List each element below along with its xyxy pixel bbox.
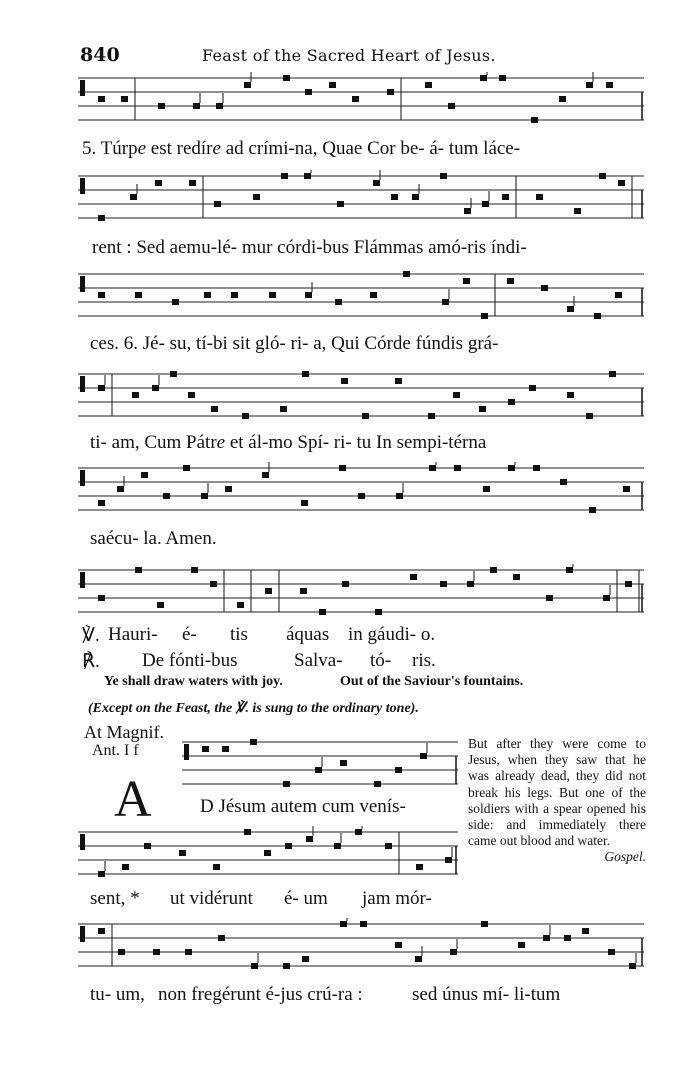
neume — [281, 173, 288, 179]
staff-8 — [78, 826, 458, 888]
neume — [342, 581, 349, 587]
neume — [428, 413, 435, 419]
neume — [615, 292, 622, 298]
neume — [560, 479, 567, 485]
neume — [454, 465, 461, 471]
staff-svg — [78, 462, 644, 524]
staff-svg — [78, 826, 458, 888]
neume — [98, 292, 105, 298]
neume — [300, 588, 307, 594]
antiphon-word: jam mór- — [362, 888, 432, 909]
lyric-seg: ti- am, Cum Pátre et ál-mo Spí- ri- tu In sempi-térna — [90, 432, 487, 453]
lyric-seg: rent : Sed aemu-lé- mur córdi-bus Flámmas amó-ris índi- — [92, 237, 527, 258]
neume — [305, 89, 312, 95]
neume — [450, 949, 457, 955]
running-header — [0, 44, 679, 68]
neume — [188, 392, 195, 398]
neume — [265, 588, 272, 594]
staff-2 — [78, 170, 644, 232]
clef-mark — [80, 80, 85, 96]
neume — [157, 602, 164, 608]
gospel-source: Gospel. — [604, 849, 646, 865]
staff-svg — [78, 368, 644, 430]
neume — [420, 753, 427, 759]
versicle-word: áquas — [286, 624, 330, 645]
neume — [340, 760, 347, 766]
neume — [283, 781, 290, 787]
gospel-side-text — [468, 736, 646, 866]
neume — [625, 581, 632, 587]
neume — [204, 292, 211, 298]
neume — [416, 864, 423, 870]
neume — [170, 371, 177, 377]
neume — [211, 406, 218, 412]
neume — [467, 581, 474, 587]
neume — [483, 486, 490, 492]
running-title: Feast of the Sacred Heart of Jesus. — [202, 46, 496, 65]
clef-mark — [80, 376, 85, 392]
neume — [122, 864, 129, 870]
neume — [481, 921, 488, 927]
neume — [594, 313, 601, 319]
neume — [623, 486, 630, 492]
neume — [98, 96, 105, 102]
neume — [202, 746, 209, 752]
neume — [185, 949, 192, 955]
neume — [305, 292, 312, 298]
antiphon-word: ut vidérunt — [170, 888, 253, 909]
antiphon-word: sent, * — [90, 888, 140, 909]
neume — [98, 385, 105, 391]
neume — [608, 949, 615, 955]
neume — [135, 292, 142, 298]
neume — [412, 194, 419, 200]
neume — [529, 385, 536, 391]
neume — [375, 609, 382, 615]
neume — [448, 103, 455, 109]
neume — [210, 581, 217, 587]
neume — [98, 500, 105, 506]
neume — [586, 82, 593, 88]
neume — [508, 465, 515, 471]
gospel-text: But after they were come to Jesus, when they saw that he was already dead, they did not break his legs. But one of the soldiers with a spear opened his side: and immediately there came out blood and water. — [468, 736, 646, 849]
neume — [480, 75, 487, 81]
neume — [98, 871, 105, 877]
staff-svg — [182, 736, 458, 798]
staff-svg — [78, 170, 644, 232]
neume — [391, 194, 398, 200]
neume — [442, 299, 449, 305]
staff-9 — [78, 918, 644, 980]
neume — [117, 486, 124, 492]
neume — [98, 928, 105, 934]
staff-6 — [78, 564, 644, 626]
neume — [541, 285, 548, 291]
antiphon-word: é- um — [284, 888, 328, 909]
staff-svg — [78, 72, 644, 134]
neume — [564, 935, 571, 941]
neume — [242, 413, 249, 419]
antiphon-mode: Ant. I f — [92, 742, 139, 759]
antiphon-line-1: D Jésum autem cum venís- — [200, 796, 406, 817]
response-word: De fónti-bus — [142, 650, 238, 671]
neume — [453, 392, 460, 398]
staff-svg — [78, 268, 644, 330]
neume — [283, 75, 290, 81]
neume — [355, 829, 362, 835]
translation-v: Ye shall draw waters with joy. — [104, 674, 283, 689]
neume — [567, 392, 574, 398]
neume — [334, 843, 341, 849]
neume — [482, 201, 489, 207]
neume — [193, 103, 200, 109]
staff-7 — [182, 736, 458, 798]
neume — [559, 96, 566, 102]
neume — [546, 595, 553, 601]
neume — [315, 767, 322, 773]
neume — [518, 942, 525, 948]
neume — [244, 829, 251, 835]
neume — [269, 292, 276, 298]
neume — [214, 201, 221, 207]
clef-mark — [80, 572, 85, 588]
neume — [440, 173, 447, 179]
neume — [543, 935, 550, 941]
neume — [387, 89, 394, 95]
neume — [172, 299, 179, 305]
neume — [603, 595, 610, 601]
neume — [253, 194, 260, 200]
neume — [396, 493, 403, 499]
drop-cap: A — [114, 771, 152, 828]
neume — [566, 567, 573, 573]
neume — [152, 385, 159, 391]
clef-mark — [80, 470, 85, 486]
neume — [302, 956, 309, 962]
neume — [609, 371, 616, 377]
versicle-word: in gáudi- o. — [348, 624, 436, 645]
staff-5 — [78, 462, 644, 524]
antiphon-label: At Magnif. — [84, 722, 164, 742]
neume — [533, 465, 540, 471]
neume — [618, 180, 625, 186]
neume — [410, 574, 417, 580]
neume — [339, 465, 346, 471]
lyric-seg: saécu- la. Amen. — [90, 528, 217, 549]
neume — [507, 278, 514, 284]
versicle-symbol: ℣. — [82, 625, 100, 646]
translation-r: Out of the Saviour's fountains. — [340, 674, 524, 689]
neume — [531, 117, 538, 123]
neume — [264, 850, 271, 856]
clef-mark — [184, 744, 189, 760]
neume — [445, 857, 452, 863]
neume — [403, 271, 410, 277]
neume — [440, 581, 447, 587]
neume — [222, 746, 229, 752]
neume — [250, 739, 257, 745]
response-symbol: ℟. — [82, 651, 100, 672]
neume — [606, 82, 613, 88]
neume — [373, 180, 380, 186]
neume — [244, 82, 251, 88]
neume — [218, 935, 225, 941]
neume — [341, 378, 348, 384]
neume — [425, 82, 432, 88]
neume — [163, 493, 170, 499]
neume — [508, 399, 515, 405]
neume — [358, 493, 365, 499]
antiphon-word: non fregérunt é-jus crú-ra : — [158, 984, 363, 1005]
neume — [589, 507, 596, 513]
clef-mark — [80, 178, 85, 194]
neume — [189, 180, 196, 186]
staff-svg — [78, 918, 644, 980]
response-word: tó- — [370, 650, 392, 671]
neume — [225, 486, 232, 492]
neume — [586, 413, 593, 419]
rubric: (Except on the Feast, the ℣. is sung to the ordinary tone). — [88, 701, 419, 716]
neume — [629, 963, 636, 969]
clef-mark — [80, 926, 85, 942]
neume — [502, 194, 509, 200]
neume — [191, 567, 198, 573]
neume — [463, 278, 470, 284]
neume — [306, 836, 313, 842]
neume — [135, 567, 142, 573]
neume — [213, 864, 220, 870]
neume — [132, 392, 139, 398]
neume — [464, 208, 471, 214]
neume — [362, 413, 369, 419]
neume — [141, 472, 148, 478]
neume — [304, 173, 311, 179]
neume — [567, 306, 574, 312]
neume — [158, 103, 165, 109]
neume — [301, 500, 308, 506]
neume — [98, 595, 105, 601]
neume — [513, 574, 520, 580]
neume — [536, 194, 543, 200]
response-word: ris. — [412, 650, 436, 671]
neume — [231, 292, 238, 298]
neume — [98, 215, 105, 221]
neume — [262, 472, 269, 478]
staff-4 — [78, 368, 644, 430]
clef-mark — [80, 834, 85, 850]
neume — [280, 406, 287, 412]
response-word: Salva- — [294, 650, 343, 671]
neume — [179, 850, 186, 856]
neume — [574, 208, 581, 214]
neume — [370, 292, 377, 298]
neume — [302, 371, 309, 377]
page-number: 840 — [80, 44, 120, 66]
versicle-word: tis — [230, 624, 248, 645]
lyric-seg: 5. Túrpe est redíre ad crími-na, Quae Cor be- á- tum láce- — [82, 138, 521, 159]
neume — [395, 767, 402, 773]
neume — [479, 406, 486, 412]
neume — [499, 75, 506, 81]
neume — [490, 567, 497, 573]
neume — [385, 843, 392, 849]
neume — [395, 942, 402, 948]
neume — [121, 96, 128, 102]
antiphon-word: sed únus mí- li-tum — [412, 984, 561, 1005]
neume — [216, 103, 223, 109]
neume — [599, 173, 606, 179]
neume — [352, 96, 359, 102]
neume — [237, 602, 244, 608]
neume — [155, 180, 162, 186]
neume — [335, 299, 342, 305]
lyric-seg: ces. 6. Jé- su, tí-bi sit gló- ri- a, Qui Córde fúndis grá- — [90, 333, 499, 354]
neume — [340, 921, 347, 927]
neume — [201, 493, 208, 499]
neume — [481, 313, 488, 319]
neume — [285, 843, 292, 849]
neume — [183, 465, 190, 471]
neume — [374, 781, 381, 787]
neume — [251, 963, 258, 969]
antiphon-word: tu- um, — [90, 984, 145, 1005]
neume — [582, 928, 589, 934]
neume — [319, 609, 326, 615]
neume — [337, 201, 344, 207]
neume — [118, 949, 125, 955]
neume — [283, 963, 290, 969]
neume — [395, 378, 402, 384]
neume — [144, 843, 151, 849]
versicle-word: Hauri- — [108, 624, 158, 645]
staff-1 — [78, 72, 644, 134]
staff-3 — [78, 268, 644, 330]
neume — [153, 949, 160, 955]
clef-mark — [80, 276, 85, 292]
neume — [415, 956, 422, 962]
staff-svg — [78, 564, 644, 626]
neume — [130, 194, 137, 200]
neume — [329, 82, 336, 88]
neume — [360, 921, 367, 927]
neume — [429, 465, 436, 471]
versicle-word: é- — [182, 624, 197, 645]
